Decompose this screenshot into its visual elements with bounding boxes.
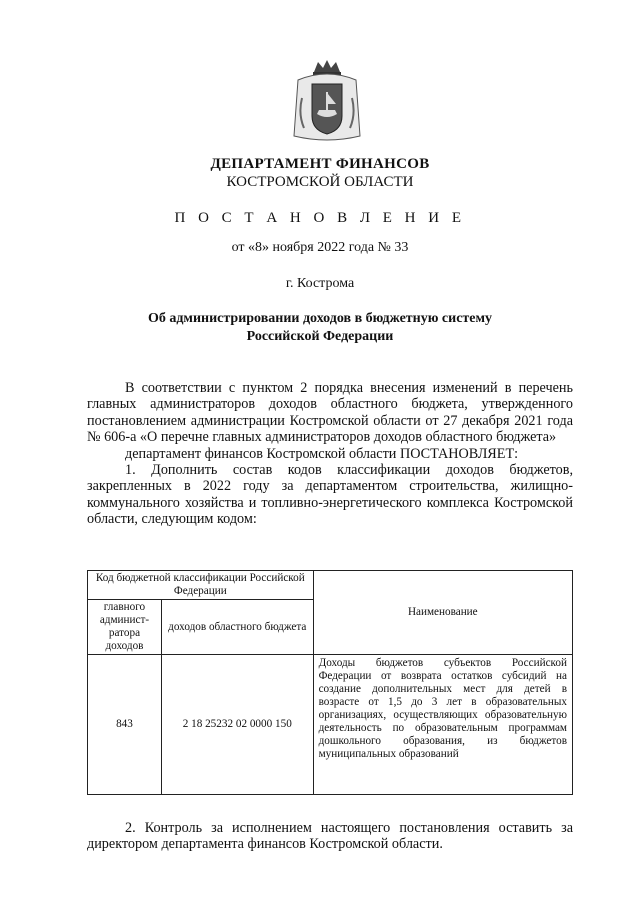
- preamble-text: В соответствии с пунктом 2 порядка внесения изменений в перечень главных администраторов доходов областного бюджета, утвержденного постановлением администрации Костромской области от 27 декабря 2021 года № 606-а «О перечне главных администраторов доходов областного бюджета»: [87, 380, 573, 446]
- body-paragraph-1: [87, 380, 573, 528]
- body-paragraph-2: [87, 820, 573, 853]
- header-code-cell: Код бюджетной классификации Российской Федерации: [88, 571, 314, 600]
- document-subject: [120, 310, 520, 346]
- admin-code-cell: 843: [88, 655, 162, 795]
- document-type: П О С Т А Н О В Л Е Н И Е: [174, 210, 466, 226]
- subject-line-1: Об администрировании доходов в бюджетную систему: [147, 311, 493, 326]
- header-admin-cell: главного админист-ратора доходов: [88, 600, 162, 655]
- region-title: КОСТРОМСКОЙ ОБЛАСТИ: [226, 174, 414, 190]
- document-city: г. Кострома: [285, 276, 355, 291]
- revenue-name-cell: Доходы бюджетов субъектов Российской Федерации от возврата остатков субсидий на создание дополнительных мест для детей в возрасте от 1,5 до 3 лет в образовательных организациях, осуществляющих образовательную деятельность по образовательным программам дошкольного образования, из бюджетов муниципальных образований: [313, 655, 572, 795]
- table-header-row: [88, 571, 573, 600]
- table-row: [88, 655, 573, 795]
- kostroma-coat-of-arms-icon: [290, 58, 364, 144]
- header-budget-cell: доходов областного бюджета: [161, 600, 313, 655]
- resolution-clause: департамент финансов Костромской области ПОСТАНОВЛЯЕТ:: [125, 445, 519, 462]
- classification-codes-table: [87, 570, 573, 795]
- header-name-cell: Наименование: [313, 571, 572, 655]
- item-1-text: 1. Дополнить состав кодов классификации доходов бюджетов, закрепленных в 2022 году за департаментом строительства, жилищно-коммунального хозяйства и топливно-энергетического комплекса Костромской области, следующим кодом:: [87, 462, 573, 528]
- document-date-number: от «8» ноября 2022 года № 33: [231, 240, 409, 255]
- department-title: ДЕПАРТАМЕНТ ФИНАНСОВ: [210, 156, 430, 172]
- budget-code-cell: 2 18 25232 02 0000 150: [161, 655, 313, 795]
- item-2-text: 2. Контроль за исполнением настоящего постановления оставить за директором департамента финансов Костромской области.: [87, 820, 573, 853]
- subject-line-2: Российской Федерации: [246, 329, 394, 344]
